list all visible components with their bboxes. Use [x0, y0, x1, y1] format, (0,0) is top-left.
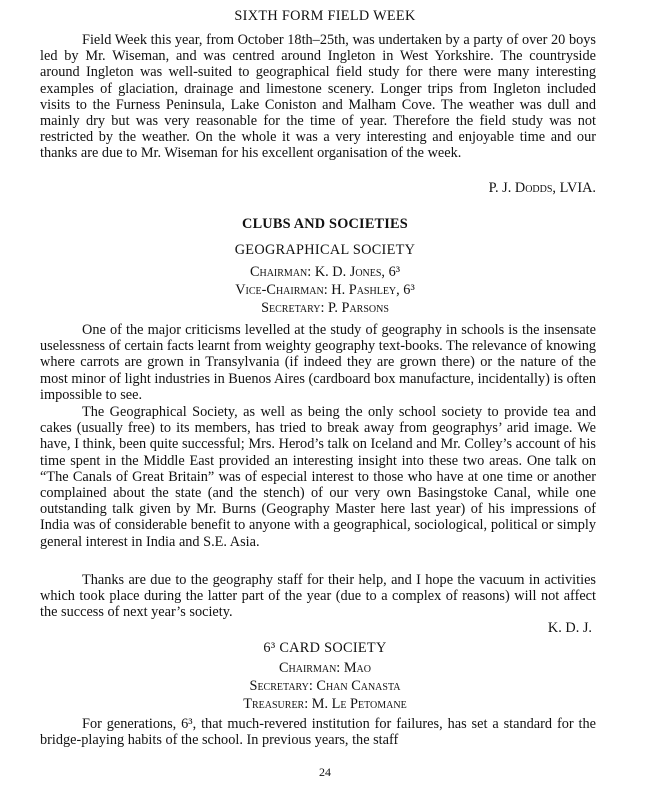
geo-secretary: Secretary: P. Parsons [261, 300, 389, 316]
field-week-signature: P. J. Dodds, LVIA. [488, 180, 596, 196]
geo-chairman: Chairman: K. D. Jones, 6³ [249, 264, 401, 280]
card-secretary: Secretary: Chan Canasta [249, 678, 401, 694]
geo-paragraph-3-text: Thanks are due to the geography staff for their help, and I hope the vacuum in activities which took place during the latter part of the year (due to a complex of reasons) will not affect the success of next year’s society. [40, 572, 596, 621]
field-week-title: SIXTH FORM FIELD WEEK [234, 8, 416, 24]
field-week-paragraph [40, 32, 596, 162]
field-week-text: Field Week this year, from October 18th–25th, was undertaken by a party of over 20 boys led by Mr. Wiseman, and was centred around Ingleton in West Yorkshire. The countryside around Ingleton was well-suited to geographical field study for there were many interesting examples of glaciation, drainage and limestone scenery. Longer trips from Ingleton included visits to the Furness Peninsula, Lake Coniston and Malham Cove. The weather was dull and mainly dry but was very reasonable for the time of year. Therefore the field study was not restricted by the weather. On the whole it was a very interesting and enjoyable time and our thanks are due to Mr. Wiseman for his excellent organisation of the week. [40, 32, 596, 162]
geo-paragraph-3 [40, 572, 596, 621]
geo-paragraph-1-text: One of the major criticisms levelled at the study of geography in schools is the insensate uselessness of certain facts learnt from weighty geography text-books. The relevance of knowing where carrots are grown in Transylvania (if indeed they are grown there) or the nature of the most minor of light industries in Buenos Aires (cardboard box manufacture, incidentally) is often impossible to see. [40, 322, 596, 403]
geo-vice-chairman: Vice-Chairman: H. Pashley, 6³ [235, 282, 415, 298]
card-chairman: Chairman: Mao [278, 660, 372, 676]
card-paragraph [40, 716, 596, 748]
card-society-title: 6³ CARD SOCIETY [263, 640, 387, 656]
page-number: 24 [319, 765, 331, 779]
clubs-heading: CLUBS AND SOCIETIES [242, 216, 408, 232]
geo-society-title: GEOGRAPHICAL SOCIETY [234, 242, 416, 258]
geo-signature: K. D. J. [547, 620, 592, 636]
geo-paragraph-2 [40, 404, 596, 550]
card-treasurer: Treasurer: M. Le Petomane [243, 696, 407, 712]
card-paragraph-text: For generations, 6³, that much-revered institution for failures, has set a standard for the bridge-playing habits of the school. In previous years, the staff [40, 716, 596, 749]
geo-paragraph-1 [40, 322, 596, 403]
geo-paragraph-2-text: The Geographical Society, as well as being the only school society to provide tea and cakes (usually free) to its members, has tried to break away from geographys’ arid image. We have, I think, been quite successful; Mrs. Herod’s talk on Iceland and Mr. Colley’s account of his time spent in the Middle East provided an interesting insight into these two areas. One talk on “The Canals of Great Britain” was of especial interest to those who have at one time or another complained about the state (and the stench) of our very own Basingstoke Canal, while one outstanding talk given by Mr. Burns (Geography Master here last year) of his impressions of India was of considerable benefit to anyone with a geographical, sociological, political or simply general interest in India and S.E. Asia. [40, 404, 596, 550]
